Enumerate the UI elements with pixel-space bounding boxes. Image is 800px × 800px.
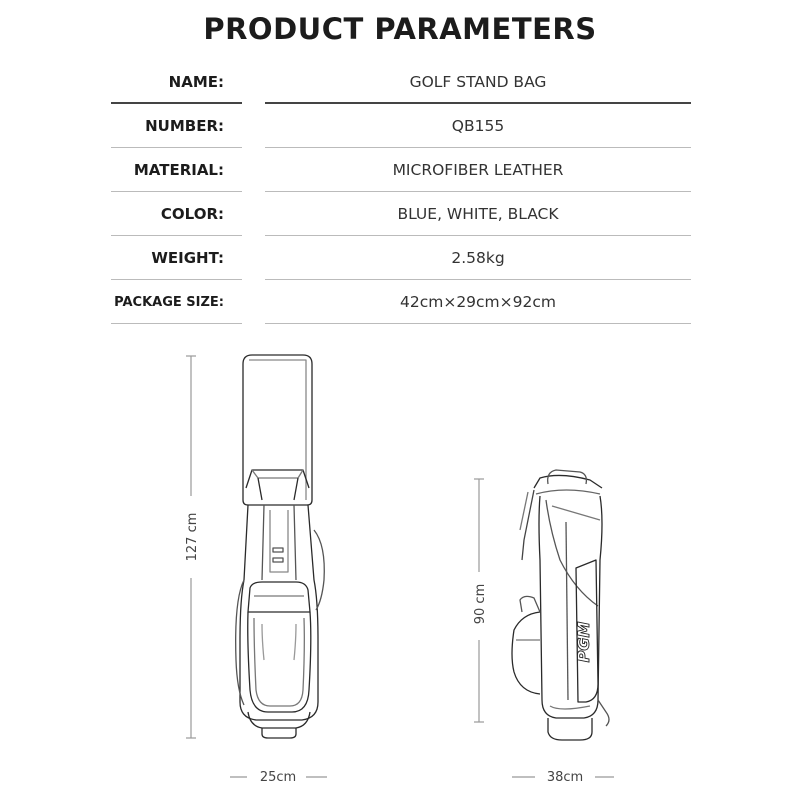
side-width-label: 38cm	[546, 770, 584, 785]
param-value: BLUE, WHITE, BLACK	[397, 205, 559, 223]
front-height-label: 127 cm	[185, 512, 200, 562]
param-label: MATERIAL:	[133, 161, 224, 179]
param-label: PACKAGE SIZE:	[114, 294, 224, 310]
param-label: NAME:	[168, 73, 224, 91]
pgm-logo: PGM	[574, 621, 593, 663]
param-label: NUMBER:	[145, 117, 224, 135]
param-value: 42cm×29cm×92cm	[399, 293, 556, 311]
param-value: QB155	[451, 117, 505, 135]
side-height-label: 90 cm	[473, 583, 488, 625]
param-value: GOLF STAND BAG	[409, 73, 547, 91]
param-label: WEIGHT:	[151, 249, 224, 267]
front-width-label: 25cm	[259, 770, 297, 785]
param-value: MICROFIBER LEATHER	[392, 161, 564, 179]
side-bag-illustration	[512, 470, 609, 740]
page-title: PRODUCT PARAMETERS	[203, 12, 597, 46]
param-label: COLOR:	[160, 205, 224, 223]
param-value: 2.58kg	[451, 249, 505, 267]
front-bag-illustration	[236, 355, 325, 738]
